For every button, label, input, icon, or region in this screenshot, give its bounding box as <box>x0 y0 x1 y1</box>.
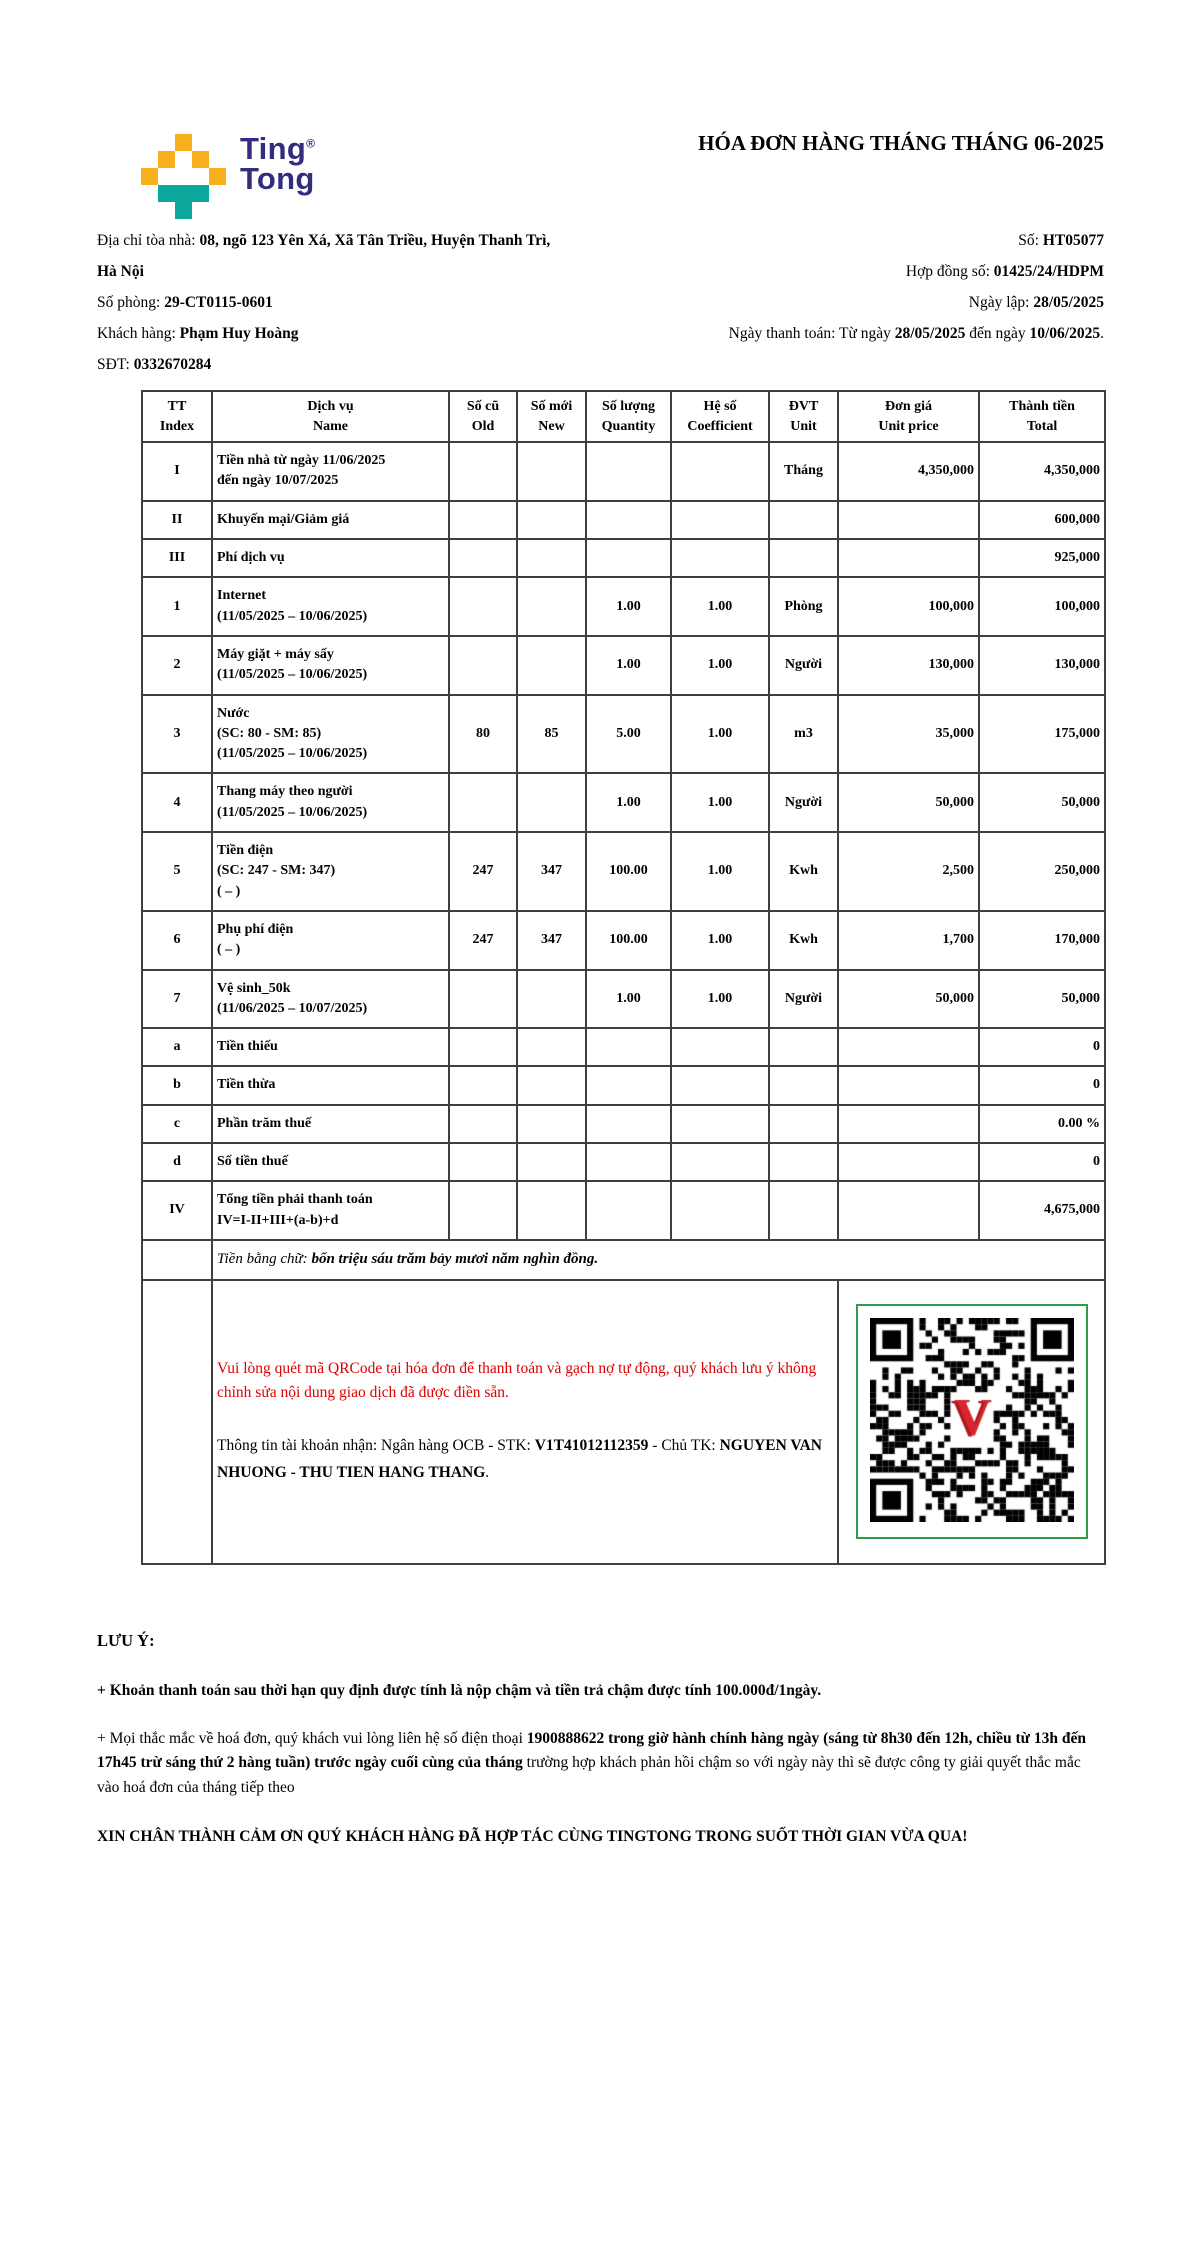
row-service-name: Phí dịch vụ <box>212 539 449 577</box>
row-unit <box>769 501 838 539</box>
table-header-row <box>142 391 1105 442</box>
table-row <box>142 832 1105 911</box>
invoice-table <box>141 390 1106 1565</box>
row-unit: Người <box>769 773 838 832</box>
invoice-header <box>97 0 1104 219</box>
row-old-reading <box>449 636 517 695</box>
row-new-reading <box>517 539 586 577</box>
row-old-reading <box>449 501 517 539</box>
row-total: 4,675,000 <box>979 1181 1105 1240</box>
column-header: Số lượng Quantity <box>586 391 671 442</box>
row-service-name: Tổng tiền phải thanh toán IV=I-II+III+(a-b)+d <box>212 1181 449 1240</box>
row-service-name: Máy giặt + máy sấy (11/05/2025 – 10/06/2025) <box>212 636 449 695</box>
column-header: Số mới New <box>517 391 586 442</box>
row-index: III <box>142 539 212 577</box>
late-payment-note: + Khoản thanh toán sau thời hạn quy định được tính là nộp chậm và tiền trả chậm được tính 100.000đ/1ngày. <box>97 1681 822 1699</box>
row-service-name: Tiền thiếu <box>212 1028 449 1066</box>
row-old-reading: 80 <box>449 695 517 774</box>
row-unit-price: 1,700 <box>838 911 979 970</box>
row-quantity: 100.00 <box>586 832 671 911</box>
qr-instruction-note: Vui lòng quét mã QRCode tại hóa đơn để thanh toán và gạch nợ tự động, quý khách lưu ý không chỉnh sửa nội dung giao dịch đã được điền sẵn. <box>217 1360 817 1402</box>
row-unit-price: 50,000 <box>838 970 979 1029</box>
row-index: 2 <box>142 636 212 695</box>
row-coefficient <box>671 501 769 539</box>
invoice-number-line: Số: HT05077 <box>1018 232 1104 249</box>
table-row <box>142 1066 1105 1104</box>
row-unit-price <box>838 1105 979 1143</box>
row-new-reading <box>517 1028 586 1066</box>
phone-number-line: SĐT: 0332670284 <box>97 356 212 373</box>
row-unit-price <box>838 1181 979 1240</box>
row-new-reading <box>517 1181 586 1240</box>
row-index: 3 <box>142 695 212 774</box>
tingtong-logo-icon <box>141 134 226 219</box>
row-quantity <box>586 442 671 501</box>
row-unit: Kwh <box>769 911 838 970</box>
row-service-name: Thang máy theo người (11/05/2025 – 10/06/2025) <box>212 773 449 832</box>
row-new-reading <box>517 501 586 539</box>
row-service-name: Phần trăm thuế <box>212 1105 449 1143</box>
row-coefficient: 1.00 <box>671 577 769 636</box>
table-row <box>142 577 1105 636</box>
row-index: II <box>142 501 212 539</box>
row-index: 6 <box>142 911 212 970</box>
contact-note: + Mọi thắc mắc về hoá đơn, quý khách vui lòng liên hệ số điện thoại 1900888622 trong giờ hành chính hàng ngày (sáng từ 8h30 đến 12h, chiều từ 13h đến 17h45 trừ sáng thứ 2 hàng tuần) trước ngày cuối cùng của tháng trường hợp khách phản hồi chậm so với ngày này thì sẽ được công ty giải quyết thắc mắc vào hoá đơn của tháng tiếp theo <box>97 1729 1086 1797</box>
row-coefficient <box>671 1066 769 1104</box>
row-unit-price: 100,000 <box>838 577 979 636</box>
row-quantity <box>586 501 671 539</box>
row-index: 4 <box>142 773 212 832</box>
row-old-reading <box>449 1105 517 1143</box>
row-unit-price <box>838 539 979 577</box>
row-coefficient <box>671 1105 769 1143</box>
row-new-reading: 347 <box>517 911 586 970</box>
row-total: 250,000 <box>979 832 1105 911</box>
table-row <box>142 501 1105 539</box>
row-service-name: Số tiền thuế <box>212 1143 449 1181</box>
row-unit <box>769 1066 838 1104</box>
row-old-reading: 247 <box>449 832 517 911</box>
row-old-reading <box>449 1143 517 1181</box>
row-old-reading <box>449 970 517 1029</box>
row-new-reading <box>517 1143 586 1181</box>
table-row <box>142 1028 1105 1066</box>
row-old-reading: 247 <box>449 911 517 970</box>
notes-heading: LƯU Ý: <box>97 1630 155 1650</box>
tingtong-logo-text <box>240 131 316 197</box>
row-index: I <box>142 442 212 501</box>
row-service-name: Phụ phí điện ( – ) <box>212 911 449 970</box>
row-old-reading <box>449 442 517 501</box>
row-old-reading <box>449 1066 517 1104</box>
row-index: 7 <box>142 970 212 1029</box>
row-coefficient <box>671 1028 769 1066</box>
bank-account-info: Thông tin tài khoản nhận: Ngân hàng OCB - STK: V1T41012112359 - Chủ TK: NGUYEN VAN NHUONG - THU TIEN HANG THANG. <box>217 1437 822 1481</box>
row-quantity <box>586 1143 671 1181</box>
row-new-reading: 85 <box>517 695 586 774</box>
row-new-reading: 347 <box>517 832 586 911</box>
row-old-reading <box>449 773 517 832</box>
table-row <box>142 1181 1105 1240</box>
info-left-column <box>97 225 572 380</box>
empty-index-cell <box>142 1240 212 1280</box>
qr-row <box>142 1280 1105 1564</box>
row-quantity <box>586 1066 671 1104</box>
customer-name-line: Khách hàng: Phạm Huy Hoàng <box>97 325 299 342</box>
row-service-name: Tiền điện (SC: 247 - SM: 347) ( – ) <box>212 832 449 911</box>
row-service-name: Vệ sinh_50k (11/06/2025 – 10/07/2025) <box>212 970 449 1029</box>
table-row <box>142 539 1105 577</box>
row-unit-price: 50,000 <box>838 773 979 832</box>
row-coefficient: 1.00 <box>671 773 769 832</box>
footer-notes <box>97 1631 1104 1849</box>
row-unit-price: 4,350,000 <box>838 442 979 501</box>
row-quantity <box>586 539 671 577</box>
logo-word-tong: Tong <box>240 161 315 197</box>
row-index: 1 <box>142 577 212 636</box>
row-index: 5 <box>142 832 212 911</box>
row-new-reading <box>517 636 586 695</box>
row-unit-price: 35,000 <box>838 695 979 774</box>
row-quantity: 100.00 <box>586 911 671 970</box>
row-coefficient <box>671 539 769 577</box>
row-old-reading <box>449 577 517 636</box>
invoice-info <box>97 225 1104 380</box>
row-coefficient: 1.00 <box>671 832 769 911</box>
row-coefficient: 1.00 <box>671 911 769 970</box>
row-new-reading <box>517 970 586 1029</box>
row-unit-price: 130,000 <box>838 636 979 695</box>
table-row <box>142 1105 1105 1143</box>
row-total: 50,000 <box>979 773 1105 832</box>
row-unit-price <box>838 1066 979 1104</box>
building-address-line: Địa chỉ tòa nhà: 08, ngõ 123 Yên Xá, Xã Tân Triều, Huyện Thanh Trì, Hà Nội <box>97 232 551 280</box>
row-unit <box>769 539 838 577</box>
table-row <box>142 1143 1105 1181</box>
contract-number-line: Hợp đồng số: 01425/24/HDPM <box>905 263 1104 280</box>
amount-in-words-label: Tiền bằng chữ: <box>217 1250 312 1267</box>
row-old-reading <box>449 1028 517 1066</box>
row-unit <box>769 1181 838 1240</box>
row-unit <box>769 1105 838 1143</box>
row-quantity: 1.00 <box>586 970 671 1029</box>
room-number-line: Số phòng: 29-CT0115-0601 <box>97 294 273 311</box>
table-body <box>142 442 1105 1240</box>
column-header: ĐVT Unit <box>769 391 838 442</box>
row-total: 925,000 <box>979 539 1105 577</box>
row-quantity <box>586 1181 671 1240</box>
table-row <box>142 970 1105 1029</box>
row-total: 170,000 <box>979 911 1105 970</box>
row-new-reading <box>517 577 586 636</box>
amount-in-words-cell <box>212 1240 1105 1280</box>
row-old-reading <box>449 1181 517 1240</box>
row-unit-price <box>838 1143 979 1181</box>
qr-text-cell <box>212 1280 838 1564</box>
row-quantity: 1.00 <box>586 577 671 636</box>
row-index: a <box>142 1028 212 1066</box>
amount-in-words-value: bốn triệu sáu trăm bảy mươi năm nghìn đồng. <box>311 1250 599 1267</box>
column-header: Đơn giá Unit price <box>838 391 979 442</box>
thank-you-note: XIN CHÂN THÀNH CẢM ƠN QUÝ KHÁCH HÀNG ĐÃ HỢP TÁC CÙNG TINGTONG TRONG SUỐT THỜI GIAN VỪA QUA! <box>97 1828 968 1846</box>
row-service-name: Tiền nhà từ ngày 11/06/2025 đến ngày 10/07/2025 <box>212 442 449 501</box>
row-unit <box>769 1028 838 1066</box>
row-coefficient <box>671 442 769 501</box>
info-right-column <box>572 225 1104 380</box>
column-header: TT Index <box>142 391 212 442</box>
row-old-reading <box>449 539 517 577</box>
column-header: Thành tiền Total <box>979 391 1105 442</box>
table-row <box>142 695 1105 774</box>
row-index: d <box>142 1143 212 1181</box>
row-unit-price: 2,500 <box>838 832 979 911</box>
row-service-name: Internet (11/05/2025 – 10/06/2025) <box>212 577 449 636</box>
row-quantity: 5.00 <box>586 695 671 774</box>
row-index: b <box>142 1066 212 1104</box>
row-coefficient <box>671 1181 769 1240</box>
row-service-name: Nước (SC: 80 - SM: 85) (11/05/2025 – 10/06/2025) <box>212 695 449 774</box>
row-quantity: 1.00 <box>586 773 671 832</box>
table-footer-body <box>142 1240 1105 1564</box>
row-new-reading <box>517 1105 586 1143</box>
row-unit: Người <box>769 636 838 695</box>
qr-code-frame <box>856 1304 1088 1539</box>
row-total: 100,000 <box>979 577 1105 636</box>
row-service-name: Tiền thừa <box>212 1066 449 1104</box>
table-row <box>142 773 1105 832</box>
qr-code <box>870 1318 1074 1522</box>
row-new-reading <box>517 442 586 501</box>
table-row <box>142 636 1105 695</box>
row-unit-price <box>838 1028 979 1066</box>
row-index: IV <box>142 1181 212 1240</box>
row-new-reading <box>517 1066 586 1104</box>
column-header: Số cũ Old <box>449 391 517 442</box>
row-quantity <box>586 1105 671 1143</box>
row-service-name: Khuyến mại/Giảm giá <box>212 501 449 539</box>
row-total: 600,000 <box>979 501 1105 539</box>
row-total: 175,000 <box>979 695 1105 774</box>
row-total: 0 <box>979 1066 1105 1104</box>
row-total: 4,350,000 <box>979 442 1105 501</box>
row-total: 0 <box>979 1028 1105 1066</box>
row-quantity <box>586 1028 671 1066</box>
row-quantity: 1.00 <box>586 636 671 695</box>
amount-in-words-row <box>142 1240 1105 1280</box>
row-total: 130,000 <box>979 636 1105 695</box>
qr-code-cell <box>838 1280 1105 1564</box>
table-row <box>142 911 1105 970</box>
row-unit: Kwh <box>769 832 838 911</box>
row-total: 0 <box>979 1143 1105 1181</box>
row-index: c <box>142 1105 212 1143</box>
row-unit: m3 <box>769 695 838 774</box>
tingtong-logo <box>141 131 316 219</box>
issue-date-line: Ngày lập: 28/05/2025 <box>968 294 1104 311</box>
payment-period-line: Ngày thanh toán: Từ ngày 28/05/2025 đến ngày 10/06/2025. <box>728 325 1104 342</box>
row-coefficient <box>671 1143 769 1181</box>
row-coefficient: 1.00 <box>671 636 769 695</box>
table-row <box>142 442 1105 501</box>
row-unit: Phòng <box>769 577 838 636</box>
empty-index-cell <box>142 1280 212 1564</box>
row-new-reading <box>517 773 586 832</box>
row-unit <box>769 1143 838 1181</box>
row-unit-price <box>838 501 979 539</box>
row-total: 50,000 <box>979 970 1105 1029</box>
column-header: Dịch vụ Name <box>212 391 449 442</box>
row-coefficient: 1.00 <box>671 695 769 774</box>
row-unit: Tháng <box>769 442 838 501</box>
registered-mark: ® <box>306 136 316 151</box>
logo-word-ting: Ting <box>240 131 307 166</box>
invoice-title: HÓA ĐƠN HÀNG THÁNG THÁNG 06-2025 <box>698 131 1104 155</box>
row-unit: Người <box>769 970 838 1029</box>
row-total: 0.00 % <box>979 1105 1105 1143</box>
column-header: Hệ số Coefficient <box>671 391 769 442</box>
row-coefficient: 1.00 <box>671 970 769 1029</box>
